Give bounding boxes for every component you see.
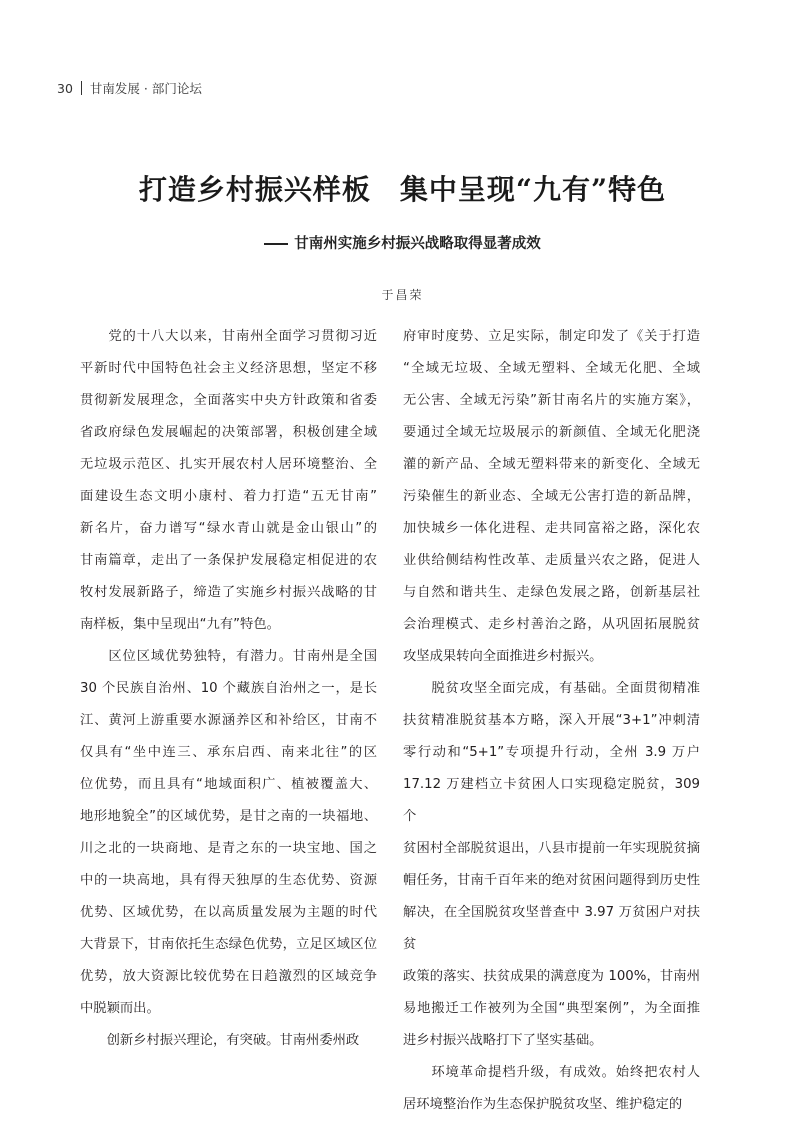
body-text-line: 30 个民族自治州、10 个藏族自治州之一，是长 [80,681,377,696]
body-text-line: 位优势，而且具有“地域面积广、植被覆盖大、 [80,777,377,792]
body-text-line: 党的十八大以来，甘南州全面学习贯彻习近 [80,329,377,344]
body-text-line: 业供给侧结构性改革、走质量兴农之路，促进人 [403,553,700,568]
body-text-line: 环境革命提档升级，有成效。始终把农村人 [403,1065,700,1080]
body-text-line: 易地搬迁工作被列为全国“典型案例”，为全面推 [403,1001,700,1016]
body-text-line: 仅具有“坐中连三、承东启西、南来北往”的区 [80,745,377,760]
left-column [80,321,377,1057]
body-text-line: 加快城乡一体化进程、走共同富裕之路，深化农 [403,521,700,536]
article-subtitle [0,232,805,253]
section-name: 甘南发展 · 部门论坛 [89,81,202,96]
body-text-line: 优势，放大资源比较优势在日趋激烈的区域竞争 [80,969,377,984]
body-text-line: 会治理模式、走乡村善治之路，从巩固拓展脱贫 [403,617,700,632]
header-divider [81,81,82,95]
running-header [57,79,202,97]
body-text-line: 17.12 万建档立卡贫困人口实现稳定脱贫，309 个 [403,777,700,824]
body-text-line: 无垃圾示范区、扎实开展农村人居环境整治、全 [80,457,377,472]
body-text-line: 创新乡村振兴理论，有突破。甘南州委州政 [80,1033,360,1048]
body-text-line: 零行动和“5+1”专项提升行动，全州 3.9 万户 [403,745,700,760]
body-text-line: 府审时度势、立足实际，制定印发了《关于打造 [403,329,700,344]
subtitle-dash [264,243,288,245]
body-text-line: 新名片，奋力谱写“绿水青山就是金山银山”的 [80,521,377,536]
body-text-line: 污染催生的新业态、全域无公害打造的新品牌， [403,489,700,504]
article-title: 打造乡村振兴样板 集中呈现“九有”特色 [138,173,667,206]
body-text-line: 与自然和谐共生、走绿色发展之路，创新基层社 [403,585,700,600]
author-name: 于昌荣 [381,288,424,302]
body-text-line: 省政府绿色发展崛起的决策部署，积极创建全域 [80,425,377,440]
body-text-line: 居环境整治作为生态保护脱贫攻坚、维护稳定的 [403,1097,683,1112]
body-text-line: 优势、区域优势，在以高质量发展为主题的时代 [80,905,377,920]
body-text-line: 灌的新产品、全域无塑料带来的新变化、全域无 [403,457,700,472]
body-text-line: 甘南篇章，走出了一条保护发展稳定相促进的农 [80,553,377,568]
body-text-line: 川之北的一块商地、是青之东的一块宝地、国之 [80,841,377,856]
body-text-line: 要通过全域无垃圾展示的新颜值、全域无化肥浇 [403,425,700,440]
body-text-line: 解决，在全国脱贫攻坚普查中 3.97 万贫困户对扶贫 [403,905,700,952]
page-number: 30 [57,80,73,96]
body-text-line: 无公害、全域无污染”新甘南名片的实施方案》， [403,393,700,408]
body-text-line: 进乡村振兴战略打下了坚实基础。 [403,1033,603,1048]
body-text-line: 贯彻新发展理念，全面落实中央方针政策和省委 [80,393,377,408]
right-column [403,321,700,1121]
body-text-line: 扶贫精准脱贫基本方略，深入开展“3+1”冲刺清 [403,713,700,728]
body-text-line: 中的一块高地，具有得天独厚的生态优势、资源 [80,873,377,888]
subtitle-text: 甘南州实施乡村振兴战略取得显著成效 [294,236,541,252]
body-text-line: 江、黄河上游重要水源涵养区和补给区，甘南不 [80,713,377,728]
body-text-line: 帽任务，甘南千百年来的绝对贫困问题得到历史性 [403,873,700,888]
body-text-line: 地形地貌全”的区域优势，是甘之南的一块福地、 [80,809,377,824]
body-text-line: 面建设生态文明小康村、着力打造“五无甘南” [80,489,377,504]
body-text-line: 平新时代中国特色社会主义经济思想，坚定不移 [80,361,377,376]
body-text-line: 政策的落实、扶贫成果的满意度为 100%，甘南州 [403,969,700,984]
body-text-line: 牧村发展新路子，缔造了实施乡村振兴战略的甘 [80,585,377,600]
body-text-line: 区位区域优势独特，有潜力。甘南州是全国 [80,649,377,664]
body-text-line: 大背景下，甘南依托生态绿色优势，立足区域区位 [80,937,377,952]
body-text-line: 南样板，集中呈现出“九有”特色。 [80,617,280,632]
body-text-line: 攻坚成果转向全面推进乡村振兴。 [403,649,603,664]
body-text-line: “全域无垃圾、全域无塑料、全域无化肥、全域 [403,361,700,376]
body-text-line: 中脱颖而出。 [80,1001,160,1016]
body-text-line: 脱贫攻坚全面完成，有基础。全面贯彻精准 [403,681,700,696]
body-text-line: 贫困村全部脱贫退出，八县市提前一年实现脱贫摘 [403,841,700,856]
